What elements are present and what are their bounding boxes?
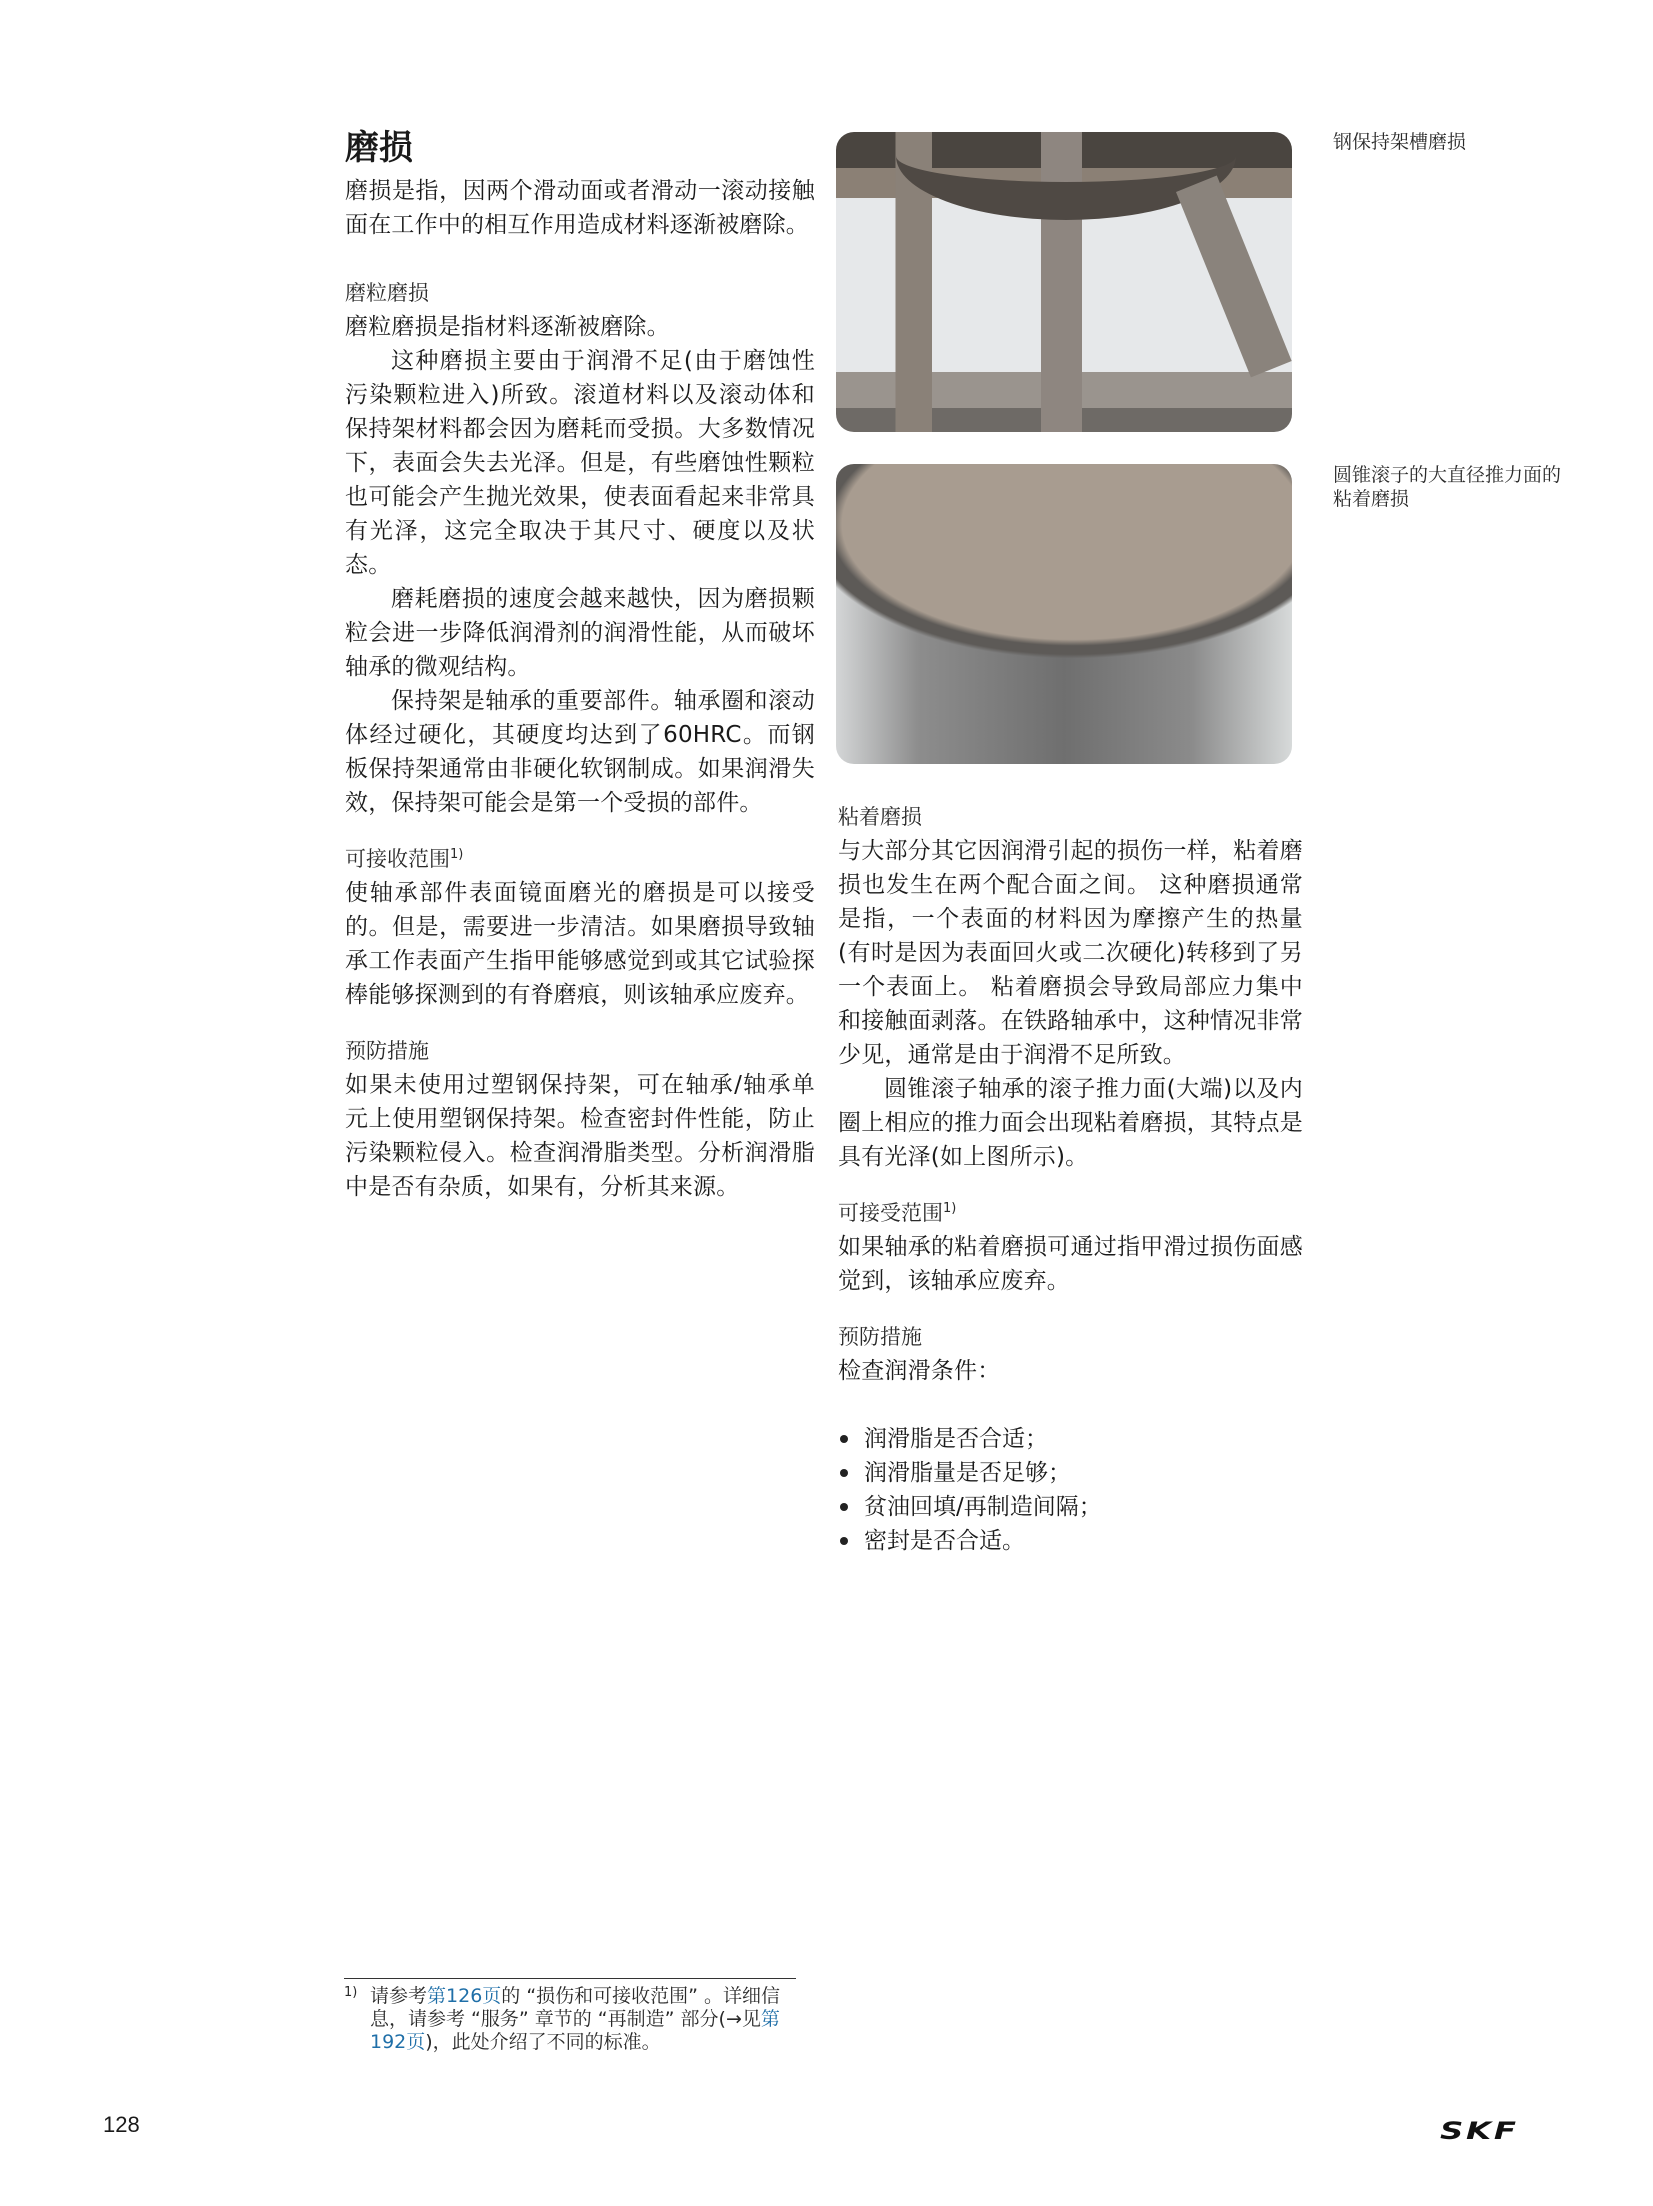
acceptance-heading-text: 可接受范围 <box>838 1201 943 1225</box>
list-item-text: 密封是否合适。 <box>864 1528 1025 1554</box>
adhesive-prevention-intro: 检查润滑条件： <box>838 1358 1001 1384</box>
abrasive-paragraph-2: 磨耗磨损的速度会越来越快，因为磨损颗粒会进一步降低润滑剂的润滑性能，从而破坏轴承的微观结构。 <box>345 586 815 680</box>
adhesive-paragraph-1: 与大部分其它因润滑引起的损伤一样，粘着磨损也发生在两个配合面之间。 这种磨损通常是指，一个表面的材料因为摩擦产生的热量(有时是因为表面回火或二次硬化)转移到了另一个表面上。 粘着磨损会导致局部应力集中和接触面剥落。在铁路轴承中，这种情况非常少见，通常是由于润滑不足所致。 <box>838 838 1303 1068</box>
footnote-text: 请参考 <box>370 1985 428 2007</box>
prevention-checklist <box>838 1422 1303 1558</box>
list-item <box>838 1490 1303 1524</box>
footnote-mark: 1) <box>344 1985 358 2000</box>
abrasive-paragraph-1: 这种磨损主要由于润滑不足(由于磨蚀性污染颗粒进入)所致。滚道材料以及滚动体和保持架材料都会因为磨耗而受损。大多数情况下，表面会失去光泽。但是，有些磨蚀性颗粒也可能会产生抛光效果，使表面看起来非常具有光泽，这完全取决于其尺寸、硬度以及状态。 <box>345 348 815 578</box>
footnote-divider <box>344 1978 796 1979</box>
adhesive-wear-heading: 粘着磨损 <box>838 805 922 829</box>
list-item-text: 润滑脂是否合适； <box>864 1426 1048 1452</box>
page-126-link[interactable]: 第126页 <box>427 1985 502 2007</box>
bullet-icon <box>840 1537 848 1545</box>
abrasive-prevention-heading: 预防措施 <box>345 1039 429 1063</box>
adhesive-acceptance-text: 如果轴承的粘着磨损可通过指甲滑过损伤面感觉到，该轴承应废弃。 <box>838 1234 1303 1294</box>
abrasive-acceptance-text: 使轴承部件表面镜面磨光的磨损是可以接受的。但是，需要进一步清洁。如果磨损导致轴承工作表面产生指甲能够感觉到或其它试验探棒能够探测到的有脊磨痕，则该轴承应废弃。 <box>345 880 815 1008</box>
section-title: 磨损 <box>345 128 413 168</box>
left-column <box>345 126 815 1204</box>
cage-bar <box>1176 176 1292 378</box>
footnote <box>344 1985 814 2054</box>
steel-cage-wear-photo <box>836 132 1292 432</box>
skf-logo: SKF <box>1440 2117 1519 2145</box>
footnote-body <box>344 1985 814 2054</box>
footnote-ref: 1) <box>450 847 464 862</box>
figure-caption-1: 钢保持架槽磨损 <box>1333 131 1467 153</box>
figure-caption-2: 圆锥滚子的大直径推力面的粘着磨损 <box>1333 464 1562 510</box>
roller-adhesive-wear-photo <box>836 464 1292 764</box>
footnote-ref: 1) <box>943 1201 957 1216</box>
list-item <box>838 1524 1303 1558</box>
adhesive-paragraph-2: 圆锥滚子轴承的滚子推力面(大端)以及内圈上相应的推力面会出现粘着磨损，其特点是具有光泽(如上图所示)。 <box>838 1076 1303 1170</box>
adhesive-acceptance-heading <box>838 1196 1303 1230</box>
list-item-text: 贫油回填/再制造间隔； <box>864 1494 1102 1520</box>
abrasive-wear-heading: 磨粒磨损 <box>345 281 429 305</box>
abrasive-acceptance-heading <box>345 842 815 876</box>
intro-paragraph: 磨损是指，因两个滑动面或者滑动一滚动接触面在工作中的相互作用造成材料逐渐被磨除。 <box>345 178 815 238</box>
abrasive-paragraph-3: 保持架是轴承的重要部件。轴承圈和滚动体经过硬化，其硬度均达到了60HRC。而钢板保持架通常由非硬化软钢制成。如果润滑失效，保持架可能会是第一个受损的部件。 <box>345 688 815 816</box>
page-number: 128 <box>103 2112 140 2137</box>
list-item <box>838 1422 1303 1456</box>
middle-column <box>838 800 1303 1558</box>
bullet-icon <box>840 1435 848 1443</box>
page-192-link[interactable]: 第192页 <box>370 2008 780 2053</box>
list-item <box>838 1456 1303 1490</box>
acceptance-heading-text: 可接收范围 <box>345 847 450 871</box>
footnote-text: 的 “损伤和可接收范围” 。详细信息，请参考 “服务” 章节的 “再制造” 部分(→见 <box>370 1985 781 2030</box>
footnote-text: )，此处介绍了不同的标准。 <box>425 2031 661 2053</box>
abrasive-definition: 磨粒磨损是指材料逐渐被磨除。 <box>345 314 670 340</box>
bullet-icon <box>840 1503 848 1511</box>
adhesive-prevention-heading: 预防措施 <box>838 1325 922 1349</box>
list-item-text: 润滑脂量是否足够； <box>864 1460 1071 1486</box>
bullet-icon <box>840 1469 848 1477</box>
abrasive-prevention-text: 如果未使用过塑钢保持架，可在轴承/轴承单元上使用塑钢保持架。检查密封件性能，防止污染颗粒侵入。检查润滑脂类型。分析润滑脂中是否有杂质，如果有，分析其来源。 <box>345 1072 815 1200</box>
